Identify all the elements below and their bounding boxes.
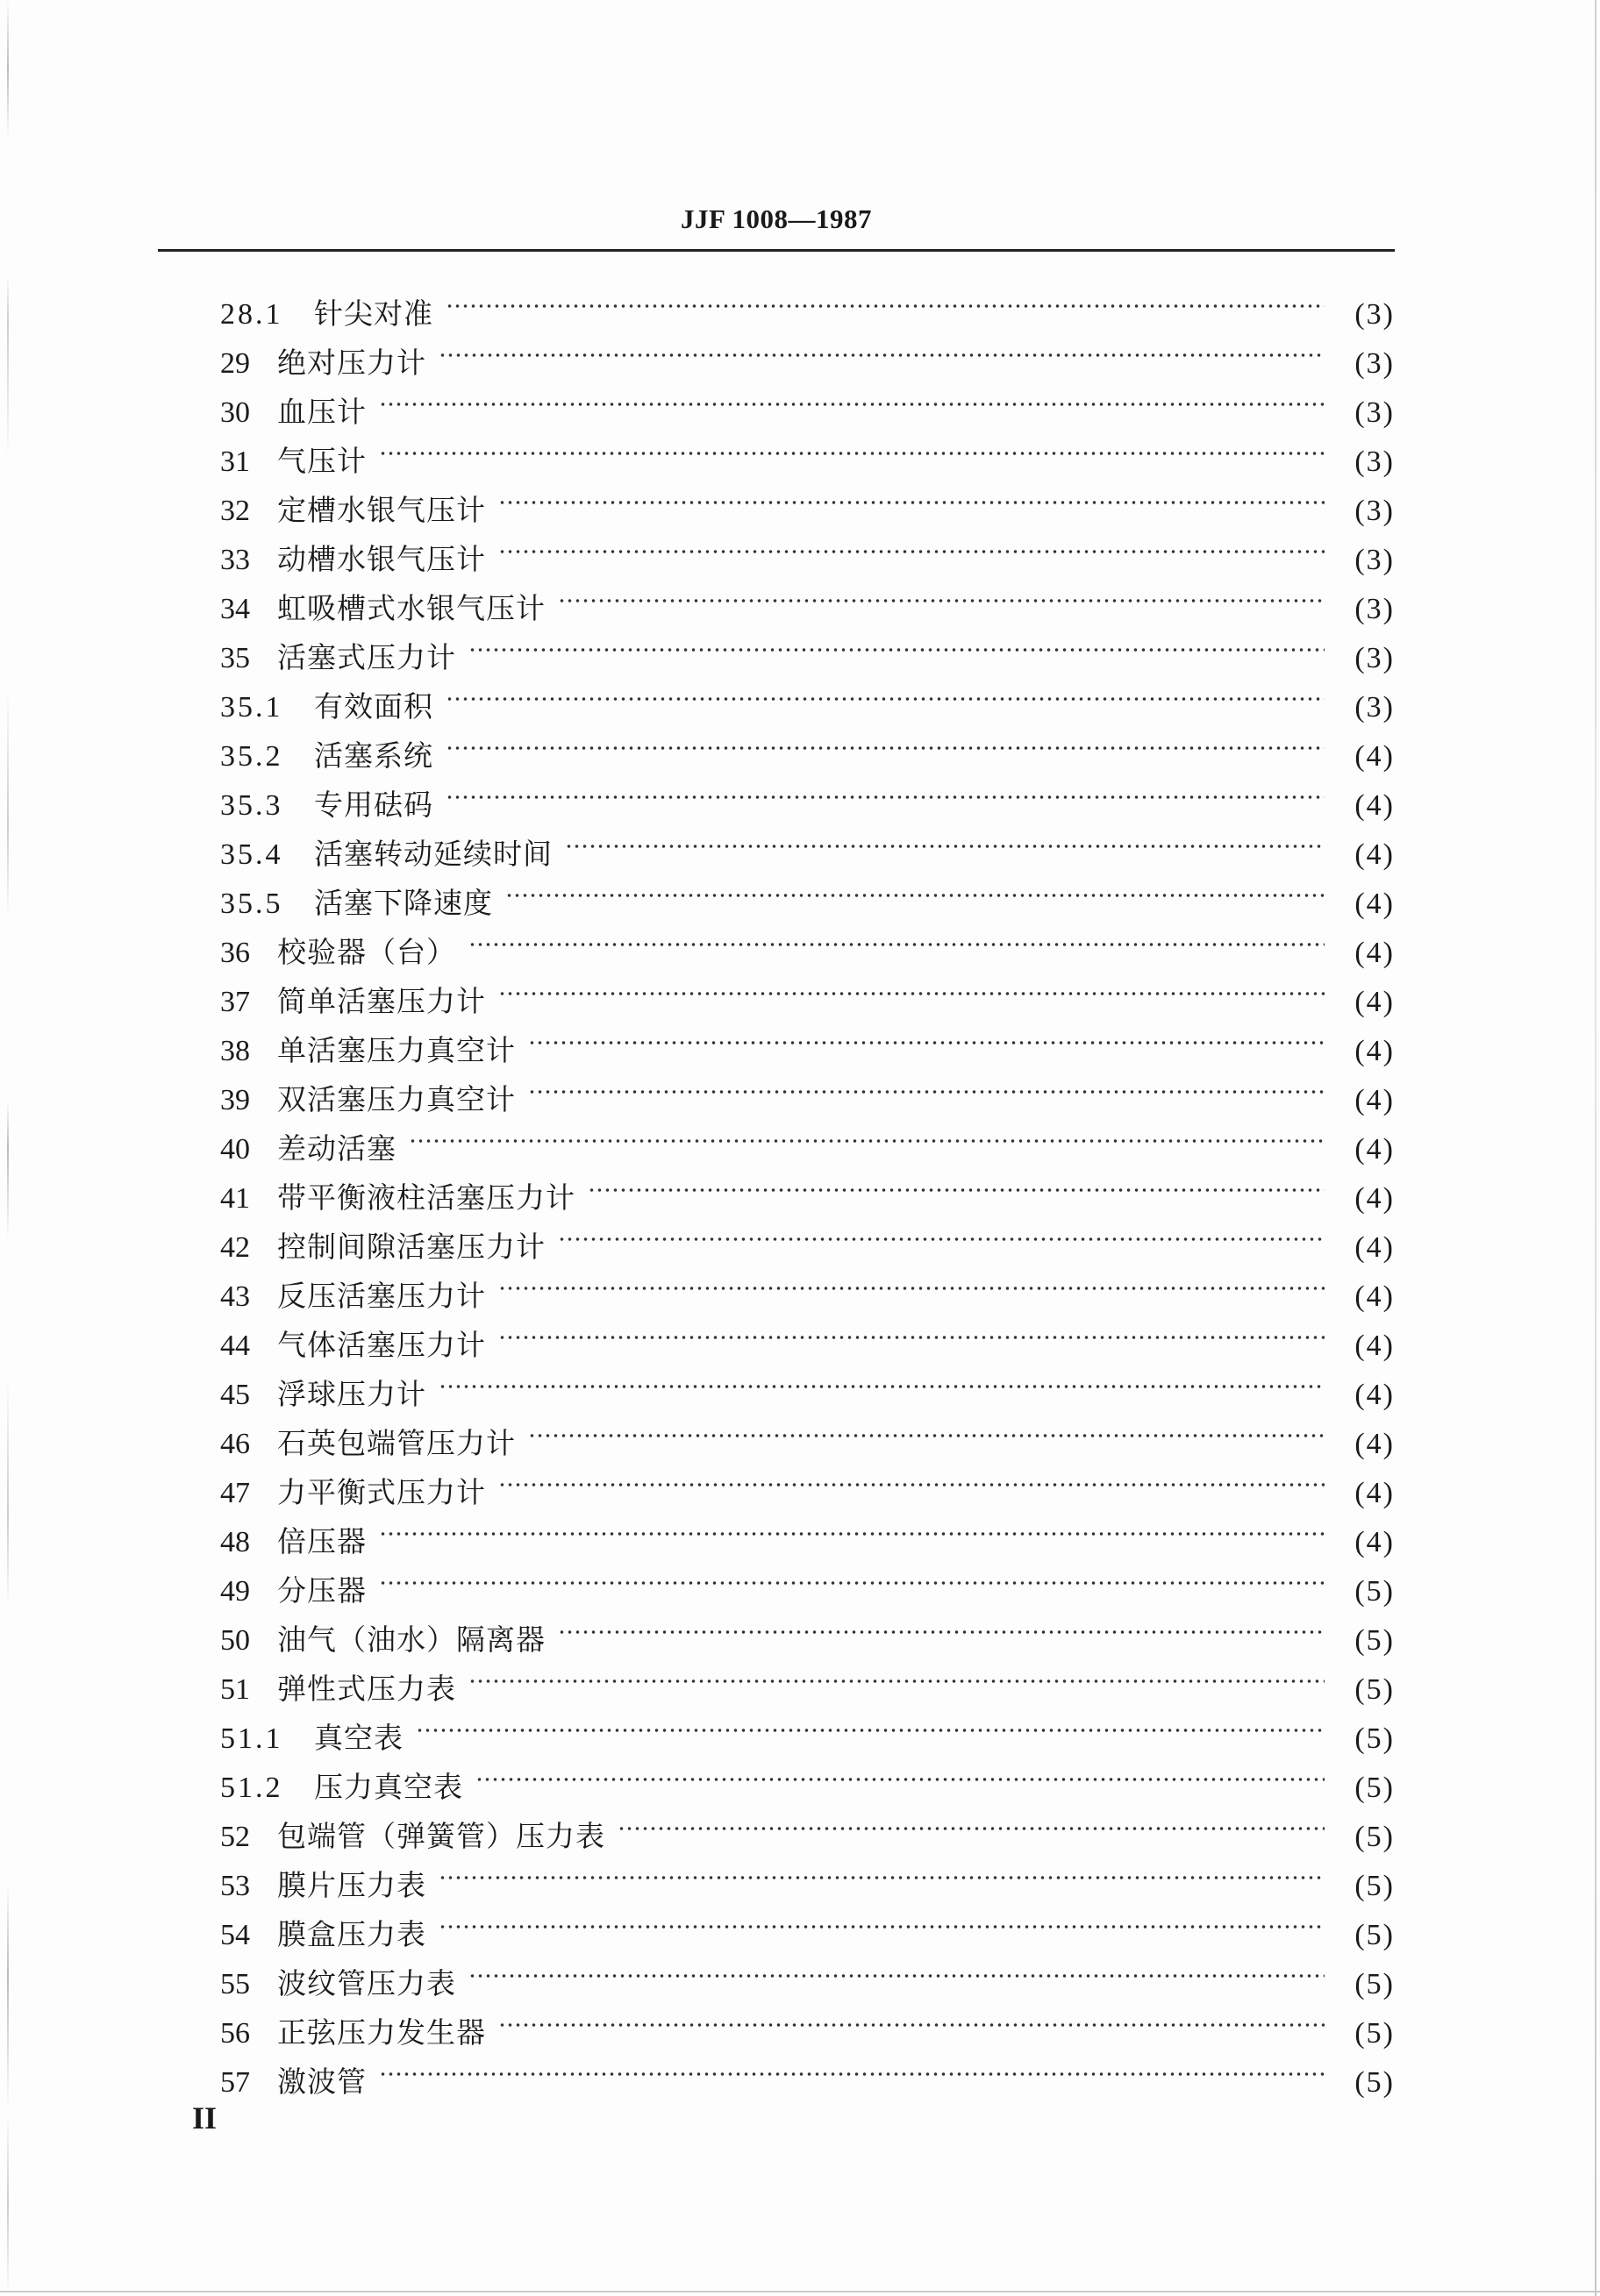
toc-entry-number: 47: [220, 1477, 250, 1509]
toc-dot-leader: [375, 373, 1332, 422]
toc-entry-page: (5): [1354, 2017, 1395, 2050]
toc-dot-leader: [495, 962, 1332, 1011]
toc-entry-page: (3): [1354, 347, 1395, 380]
toc-entry-page: (4): [1354, 1330, 1395, 1362]
toc-entry-number: 55: [220, 1968, 250, 2000]
toc-dot-leader: [405, 1109, 1332, 1159]
toc-dot-leader: [375, 2043, 1332, 2092]
toc-dot-leader: [554, 1208, 1332, 1257]
toc-dot-leader: [495, 471, 1332, 520]
toc-entry-page: (3): [1354, 642, 1395, 674]
toc-dot-leader: [554, 569, 1332, 618]
toc-entry-title: 绝对压力计: [277, 346, 426, 380]
toc-entry-title: 带平衡液柱活塞压力计: [277, 1180, 575, 1215]
toc-entry-number: 35.2: [220, 740, 283, 773]
toc-entry-title: 气体活塞压力计: [277, 1328, 486, 1362]
toc-entry-title: 膜盒压力表: [277, 1917, 426, 1951]
toc-dot-leader: [442, 275, 1332, 324]
toc-entry-title: 真空表: [314, 1721, 404, 1755]
toc-entry-page: (5): [1354, 1673, 1395, 1706]
toc-entry-number: 49: [220, 1575, 250, 1608]
toc-entry-number: 43: [220, 1280, 250, 1313]
toc-dot-leader: [465, 913, 1332, 962]
toc-entry-number: 35.4: [220, 838, 283, 871]
toc-entry-title: 分压器: [277, 1573, 367, 1608]
toc-entry-number: 56: [220, 2017, 250, 2050]
toc-entry-title: 反压活塞压力计: [277, 1279, 486, 1313]
toc-entry-page: (5): [1354, 1968, 1395, 2000]
toc-entry-page: (3): [1354, 593, 1395, 625]
toc-entry-title: 活塞转动延续时间: [314, 837, 553, 871]
toc-entry-page: (3): [1354, 446, 1395, 478]
toc-entry-title: 力平衡式压力计: [277, 1475, 486, 1509]
toc-entry-title: 气压计: [277, 444, 367, 478]
toc-entry-title: 正弦压力发生器: [277, 2015, 486, 2050]
toc-dot-leader: [442, 766, 1332, 815]
toc-entry-title: 控制间隙活塞压力计: [277, 1230, 546, 1264]
toc-entry-title: 倍压器: [277, 1524, 367, 1558]
scan-left-edge: [7, 0, 9, 2296]
toc-dot-leader: [375, 1551, 1332, 1601]
toc-entry-number: 51: [220, 1673, 250, 1706]
header-rule: [158, 249, 1395, 252]
toc-entry-page: (4): [1354, 1280, 1395, 1313]
toc-entry-number: 31: [220, 446, 250, 478]
toc-entry-page: (4): [1354, 1231, 1395, 1264]
toc-entry-page: (3): [1354, 691, 1395, 724]
toc-dot-leader: [495, 1257, 1332, 1306]
toc-entry-page: (5): [1354, 1772, 1395, 1804]
toc-dot-leader: [495, 1453, 1332, 1502]
toc-entry-page: (5): [1354, 1624, 1395, 1657]
toc-entry-title: 针尖对准: [314, 296, 433, 331]
toc-dot-leader: [442, 717, 1332, 766]
toc-entry-title: 活塞式压力计: [277, 640, 456, 674]
toc-entry-page: (4): [1354, 1428, 1395, 1460]
toc-dot-leader: [435, 1895, 1332, 1944]
toc-dot-leader: [614, 1797, 1332, 1846]
toc-entry-title: 激波管: [277, 2064, 367, 2099]
toc-entry-page: (4): [1354, 1379, 1395, 1411]
toc-entry-number: 41: [220, 1182, 250, 1215]
page-header: JJF 1008—1987: [680, 203, 873, 234]
toc-dot-leader: [465, 1650, 1332, 1699]
toc-entry-number: 42: [220, 1231, 250, 1264]
toc-entry-page: (4): [1354, 1133, 1395, 1166]
toc-entry-page: (4): [1354, 1182, 1395, 1215]
toc-entry-number: 48: [220, 1526, 250, 1558]
toc-entry-number: 54: [220, 1919, 250, 1951]
toc-entry-number: 40: [220, 1133, 250, 1166]
toc-entry-title: 定槽水银气压计: [277, 493, 486, 527]
toc-dot-leader: [495, 1306, 1332, 1355]
toc-dot-leader: [435, 324, 1332, 373]
scan-bottom-edge: [0, 2291, 1600, 2292]
toc-entry-title: 简单活塞压力计: [277, 984, 486, 1018]
toc-dot-leader: [412, 1699, 1332, 1748]
toc-entry-number: 35.3: [220, 789, 283, 822]
toc-entry-page: (3): [1354, 544, 1395, 576]
toc-dot-leader: [375, 1502, 1332, 1551]
toc-entry-number: 44: [220, 1330, 250, 1362]
toc-dot-leader: [435, 1846, 1332, 1895]
toc-entry-number: 35.1: [220, 691, 283, 724]
toc-entry-number: 33: [220, 544, 250, 576]
toc-entry-page: (4): [1354, 789, 1395, 822]
toc-dot-leader: [495, 1993, 1332, 2043]
toc-entry-title: 油气（油水）隔离器: [277, 1622, 546, 1657]
toc-entry-number: 37: [220, 986, 250, 1018]
toc-entry-number: 35.5: [220, 888, 283, 920]
toc-entry-number: 29: [220, 347, 250, 380]
toc-entry-number: 36: [220, 937, 250, 969]
toc-entry-number: 35: [220, 642, 250, 674]
toc-entry-page: (4): [1354, 1526, 1395, 1558]
toc-entry-page: (4): [1354, 937, 1395, 969]
toc-dot-leader: [375, 422, 1332, 471]
toc-entry-page: (5): [1354, 1870, 1395, 1902]
toc-entry-title: 动槽水银气压计: [277, 542, 486, 576]
toc-dot-leader: [525, 1404, 1332, 1453]
toc-entry-title: 校验器（台）: [277, 935, 456, 969]
toc-entry-page: (5): [1354, 1919, 1395, 1951]
table-of-contents: [158, 275, 1395, 2099]
toc-entry-number: 30: [220, 396, 250, 429]
toc-entry-number: 32: [220, 495, 250, 527]
toc-entry-title: 虹吸槽式水银气压计: [277, 591, 546, 625]
toc-entry-title: 差动活塞: [277, 1131, 396, 1166]
page-number: II: [192, 2100, 218, 2136]
toc-entry-page: (4): [1354, 1035, 1395, 1067]
toc-entry-page: (3): [1354, 495, 1395, 527]
toc-dot-leader: [465, 1944, 1332, 1993]
toc-entry-page: (4): [1354, 838, 1395, 871]
toc-entry-number: 52: [220, 1821, 250, 1853]
toc-entry-page: (4): [1354, 888, 1395, 920]
toc-dot-leader: [435, 1355, 1332, 1404]
toc-dot-leader: [465, 618, 1332, 667]
toc-entry-number: 39: [220, 1084, 250, 1116]
toc-entry-page: (5): [1354, 2066, 1395, 2099]
toc-entry-title: 活塞下降速度: [314, 886, 493, 920]
toc-entry-number: 50: [220, 1624, 250, 1657]
toc-entry-title: 包端管（弹簧管）压力表: [277, 1819, 605, 1853]
toc-entry-number: 28.1: [220, 298, 283, 331]
toc-entry-title: 波纹管压力表: [277, 1966, 456, 2000]
toc-entry-number: 53: [220, 1870, 250, 1902]
toc-entry-page: (3): [1354, 396, 1395, 429]
toc-entry-number: 51.1: [220, 1722, 283, 1755]
toc-dot-leader: [442, 667, 1332, 717]
toc-dot-leader: [554, 1601, 1332, 1650]
toc-entry-page: (4): [1354, 1477, 1395, 1509]
toc-dot-leader: [495, 520, 1332, 569]
toc-entry-title: 弹性式压力表: [277, 1672, 456, 1706]
toc-entry: [158, 275, 1395, 331]
toc-entry-page: (5): [1354, 1722, 1395, 1755]
toc-dot-leader: [502, 864, 1332, 913]
toc-entry-number: 38: [220, 1035, 250, 1067]
toc-entry-title: 活塞系统: [314, 738, 433, 773]
toc-entry-title: 单活塞压力真空计: [277, 1033, 516, 1067]
toc-entry-title: 膜片压力表: [277, 1868, 426, 1902]
toc-entry-page: (4): [1354, 1084, 1395, 1116]
toc-entry-page: (5): [1354, 1575, 1395, 1608]
toc-entry-title: 专用砝码: [314, 788, 433, 822]
toc-entry-page: (4): [1354, 740, 1395, 773]
toc-entry-title: 双活塞压力真空计: [277, 1082, 516, 1116]
toc-entry-page: (5): [1354, 1821, 1395, 1853]
toc-entry-number: 34: [220, 593, 250, 625]
toc-dot-leader: [525, 1060, 1332, 1109]
toc-entry-title: 血压计: [277, 395, 367, 429]
toc-entry-number: 51.2: [220, 1772, 283, 1804]
toc-entry-title: 压力真空表: [314, 1770, 463, 1804]
toc-dot-leader: [525, 1011, 1332, 1060]
toc-entry-page: (4): [1354, 986, 1395, 1018]
toc-entry-page: (3): [1354, 298, 1395, 331]
toc-dot-leader: [561, 815, 1332, 864]
scan-right-edge: [1595, 0, 1596, 2296]
toc-entry-title: 浮球压力计: [277, 1377, 426, 1411]
toc-entry-number: 45: [220, 1379, 250, 1411]
toc-dot-leader: [584, 1159, 1332, 1208]
toc-entry-number: 46: [220, 1428, 250, 1460]
toc-entry-title: 有效面积: [314, 689, 433, 724]
toc-dot-leader: [472, 1748, 1332, 1797]
toc-entry-title: 石英包端管压力计: [277, 1426, 516, 1460]
toc-entry-number: 57: [220, 2066, 250, 2099]
